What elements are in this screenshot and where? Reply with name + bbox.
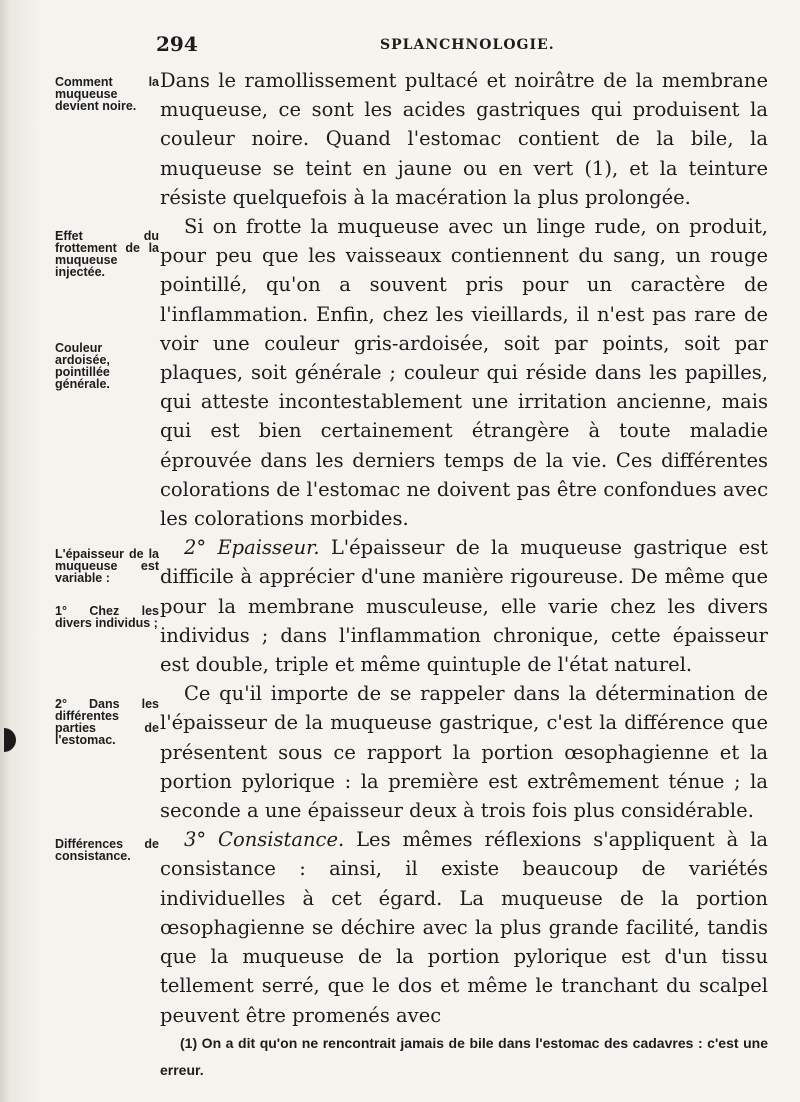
margin-note-black-mucosa: Comment la muqueuse devient noire. [55, 75, 159, 113]
binding-tab-mark [4, 728, 16, 752]
section-heading-thickness: 2° Epaisseur. [184, 536, 320, 560]
paragraph-thickness-difference [160, 679, 768, 825]
main-text [160, 66, 768, 1030]
margin-note-thickness-variable: L'épaisseur de la muqueuse est variable : [55, 547, 159, 585]
running-title: SPLANCHNOLOGIE. [380, 37, 555, 53]
page-header [150, 32, 760, 62]
footnote: (1) On a dit qu'on ne rencontrait jamais de bile dans l'estomac des cadavres : c'est une erreur. [160, 1035, 768, 1078]
paragraph-text: Ce qu'il importe de se rappeler dans la détermination de l'épaisseur de la muqueuse gastrique, c'est la différence que présentent sous ce rapport la portion œsophagienne et la portion pylorique : la première est extrêmement ténue ; la seconde a une épaisseur deux à trois fois plus considérable. [160, 682, 768, 823]
paragraph-text: Dans le ramollissement pultacé et noirâtre de la membrane muqueuse, ce sont les acides gastriques qui produisent la couleur noire. Quand l'estomac contient de la bile, la muqueuse se teint en jaune ou en vert (1), et la teinture résiste quelquefois à la macération la plus prolongée. [160, 69, 768, 209]
margin-note-slate-color: Couleur ardoisée, pointillée générale. [55, 341, 110, 391]
section-heading-consistency: 3° Consistance. [184, 828, 345, 852]
margin-note-individuals: 1° Chez les divers individus ; [55, 604, 159, 630]
margin-note-consistency: Différences de consistance. [55, 837, 159, 863]
page-number: 294 [156, 32, 198, 56]
paragraph-friction [160, 212, 768, 533]
paragraph-text: Si on frotte la muqueuse avec un linge rude, on produit, pour peu que les vaisseaux contiennent du sang, un rouge pointillé, qu'on a souvent pris pour un caractère de l'inflammation. Enfin, chez les vieillards, il n'est pas rare de voir une couleur gris-ardoisée, soit par points, soit par plaques, soit générale ; couleur qui réside dans les papilles, qui atteste incontestablement une irritation ancienne, mais qui est bien certainement étrangère à toute maladie éprouvée dans les derniers temps de la vie. Ces différentes colorations de l'estomac ne doivent pas être confondues avec les colorations morbides. [160, 215, 768, 531]
margin-note-stomach-parts: 2° Dans les différentes parties de l'estomac. [55, 697, 159, 747]
paragraph-consistency [160, 825, 768, 1029]
margin-note-friction: Effet du frottement de la muqueuse injectée. [55, 229, 159, 279]
paragraph-text: L'épaisseur de la muqueuse gastrique est difficile à apprécier d'une manière rigoureuse. De même que pour la membrane musculeuse, elle varie chez les divers individus ; dans l'inflammation chronique, cette épaisseur est double, triple et même quintuple de l'état naturel. [160, 536, 768, 677]
paragraph-black-coloration [160, 66, 768, 212]
paragraph-thickness [160, 533, 768, 679]
paragraph-text: Les mêmes réflexions s'appliquent à la consistance : ainsi, il existe beaucoup de variétés individuelles à cet égard. La muqueuse de la portion œsophagienne se déchire avec la plus grande facilité, tandis que la muqueuse de la portion pylorique est d'un tissu tellement serré, que le dos et même le tranchant du scalpel peuvent être promenés avec [160, 828, 768, 1027]
